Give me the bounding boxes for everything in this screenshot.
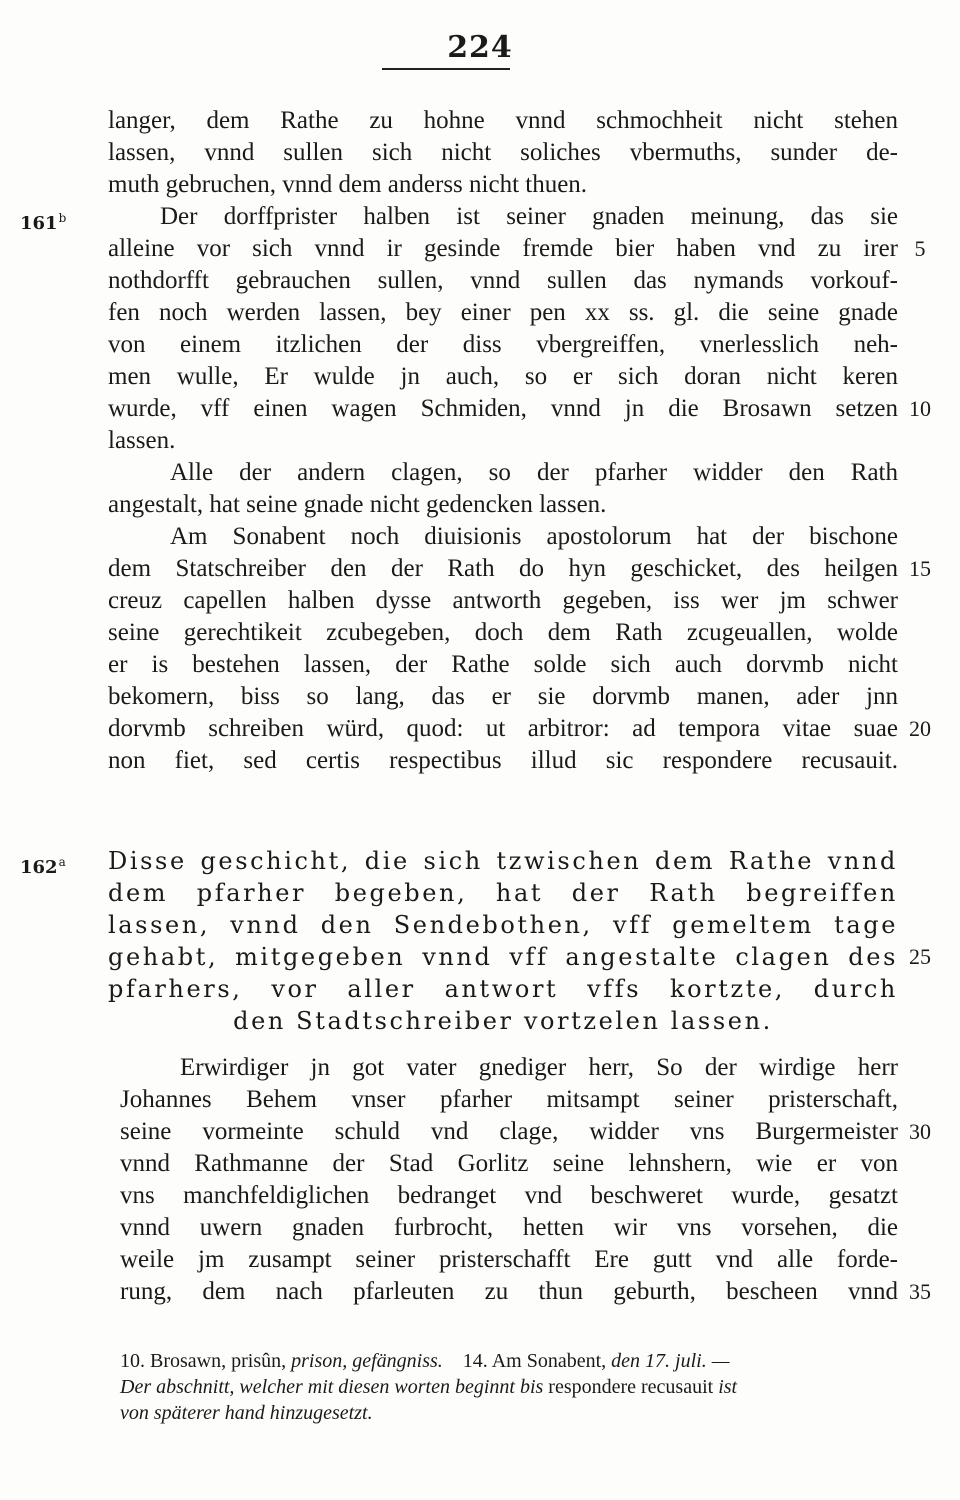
footnotes — [120, 1348, 920, 1426]
spaced-text-line: gehabt, mitgegeben vnnd vff angestalte clagen des — [108, 943, 898, 971]
text-line: alleine vor sich vnnd ir gesinde fremde bier haben vnd zu irer — [108, 235, 898, 262]
text-line: dorvmb schreiben würd, quod: ut arbitror: ad tempora vitae suae — [108, 715, 898, 742]
text-line: Johannes Behem vnser pfarher mitsampt seiner pristerschaft, — [120, 1086, 898, 1113]
line-number: 20 — [909, 716, 931, 741]
footnote-text-italic: den 17. juli. — — [611, 1350, 730, 1372]
line-number: 35 — [909, 1279, 931, 1304]
footnote-line — [120, 1348, 920, 1374]
footnote-line — [120, 1374, 920, 1400]
footnote-text-italic: prison, gefängniss. — [291, 1350, 443, 1372]
footnote-ref: 10. Brosawn, — [120, 1350, 227, 1372]
text-line: wurde, vff einen wagen Schmiden, vnnd jn die Brosawn setzen — [108, 395, 898, 422]
text-line: vnnd Rathmanne der Stad Gorlitz seine lehnshern, wie er von — [120, 1150, 898, 1177]
text-line: von einem itzlichen der diss vbergreiffen, vnerlesslich neh- — [108, 331, 898, 358]
text-line: non fiet, sed certis respectibus illud sic respondere recusauit. — [108, 747, 898, 774]
text-line: dem Statschreiber den der Rath do hyn geschicket, des heilgen — [108, 555, 898, 582]
spaced-text-line: lassen, vnnd den Sendebothen, vff gemeltem tage — [108, 911, 898, 939]
text-line: creuz capellen halben dysse antworth gegeben, iss wer jm schwer — [108, 587, 898, 614]
footnote-text-italic: ist — [718, 1376, 738, 1398]
text-line: vns manchfeldiglichen bedranget vnd beschweret wurde, gesatzt — [120, 1182, 898, 1209]
text-line: Der dorffprister halben ist seiner gnaden meinung, das sie — [160, 203, 898, 230]
text-line: angestalt, hat seine gnade nicht gedencken lassen. — [108, 491, 607, 518]
footnote-text-italic: Der abschnitt, welcher mit diesen worten beginnt bis — [120, 1376, 544, 1398]
footnote-text: prisûn, — [231, 1350, 287, 1372]
marginal-note-161b — [20, 202, 100, 234]
text-line: seine vormeinte schuld vnd clage, widder vns Burgermeister — [120, 1118, 898, 1145]
footnote-line: von späterer hand hinzugesetzt. — [120, 1402, 373, 1424]
line-number: 10 — [909, 396, 931, 421]
line-number: 5 — [914, 236, 926, 261]
text-line: er is bestehen lassen, der Rathe solde sich auch dorvmb nicht — [108, 651, 898, 678]
spaced-text-line: pfarhers, vor aller antwort vffs kortzte, durch — [108, 975, 898, 1003]
text-line: weile jm zusampt seiner pristerschafft Ere gutt vnd alle forde- — [120, 1246, 898, 1273]
text-line: bekomern, biss so lang, das er sie dorvmb manen, ader jnn — [108, 683, 898, 710]
line-number: 25 — [909, 944, 931, 969]
text-line: rung, dem nach pfarleuten zu thun geburth, bescheen vnnd — [120, 1278, 898, 1305]
page-number: 224 — [447, 30, 513, 65]
spaced-text-line: Disse geschicht, die sich tzwischen dem Rathe vnnd — [108, 847, 898, 875]
line-number: 30 — [909, 1119, 931, 1144]
text-line: lassen. — [108, 427, 176, 454]
marginal-number: 162 — [20, 857, 58, 878]
page-number-rule — [382, 68, 510, 70]
spaced-text-line: den Stadtschreiber vortzelen lassen. — [233, 1007, 773, 1035]
marginal-superscript: a — [58, 855, 66, 869]
text-line: Am Sonabent noch diuisionis apostolorum hat der bischone — [170, 523, 898, 550]
footnote-ref: 14. Am Sonabent, — [462, 1350, 607, 1372]
text-line: nothdorfft gebrauchen sullen, vnnd sullen das nymands vorkouf- — [108, 267, 898, 294]
footnote-text: respondere recusauit — [548, 1376, 714, 1398]
text-line: fen noch werden lassen, bey einer pen xx ss. gl. die seine gnade — [108, 299, 898, 326]
text-line: lassen, vnnd sullen sich nicht soliches vbermuths, sunder de- — [108, 139, 898, 166]
text-line: men wulle, Er wulde jn auch, so er sich doran nicht keren — [108, 363, 898, 390]
marginal-note-162a — [20, 846, 100, 878]
spaced-text-line: dem pfarher begeben, hat der Rath begreiffen — [108, 879, 898, 907]
marginal-number: 161 — [20, 213, 58, 234]
text-line: muth gebruchen, vnnd dem anderss nicht thuen. — [108, 171, 588, 198]
text-line: langer, dem Rathe zu hohne vnnd schmochheit nicht stehen — [108, 107, 898, 134]
marginal-superscript: b — [58, 211, 67, 225]
line-number: 15 — [909, 556, 931, 581]
text-line: Erwirdiger jn got vater gnediger herr, So der wirdige herr — [180, 1054, 898, 1081]
text-line: seine gerechtikeit zcubegeben, doch dem Rath zcugeuallen, wolde — [108, 619, 898, 646]
text-line: Alle der andern clagen, so der pfarher widder den Rath — [170, 459, 898, 486]
text-line: vnnd uwern gnaden furbrocht, hetten wir vns vorsehen, die — [120, 1214, 898, 1241]
